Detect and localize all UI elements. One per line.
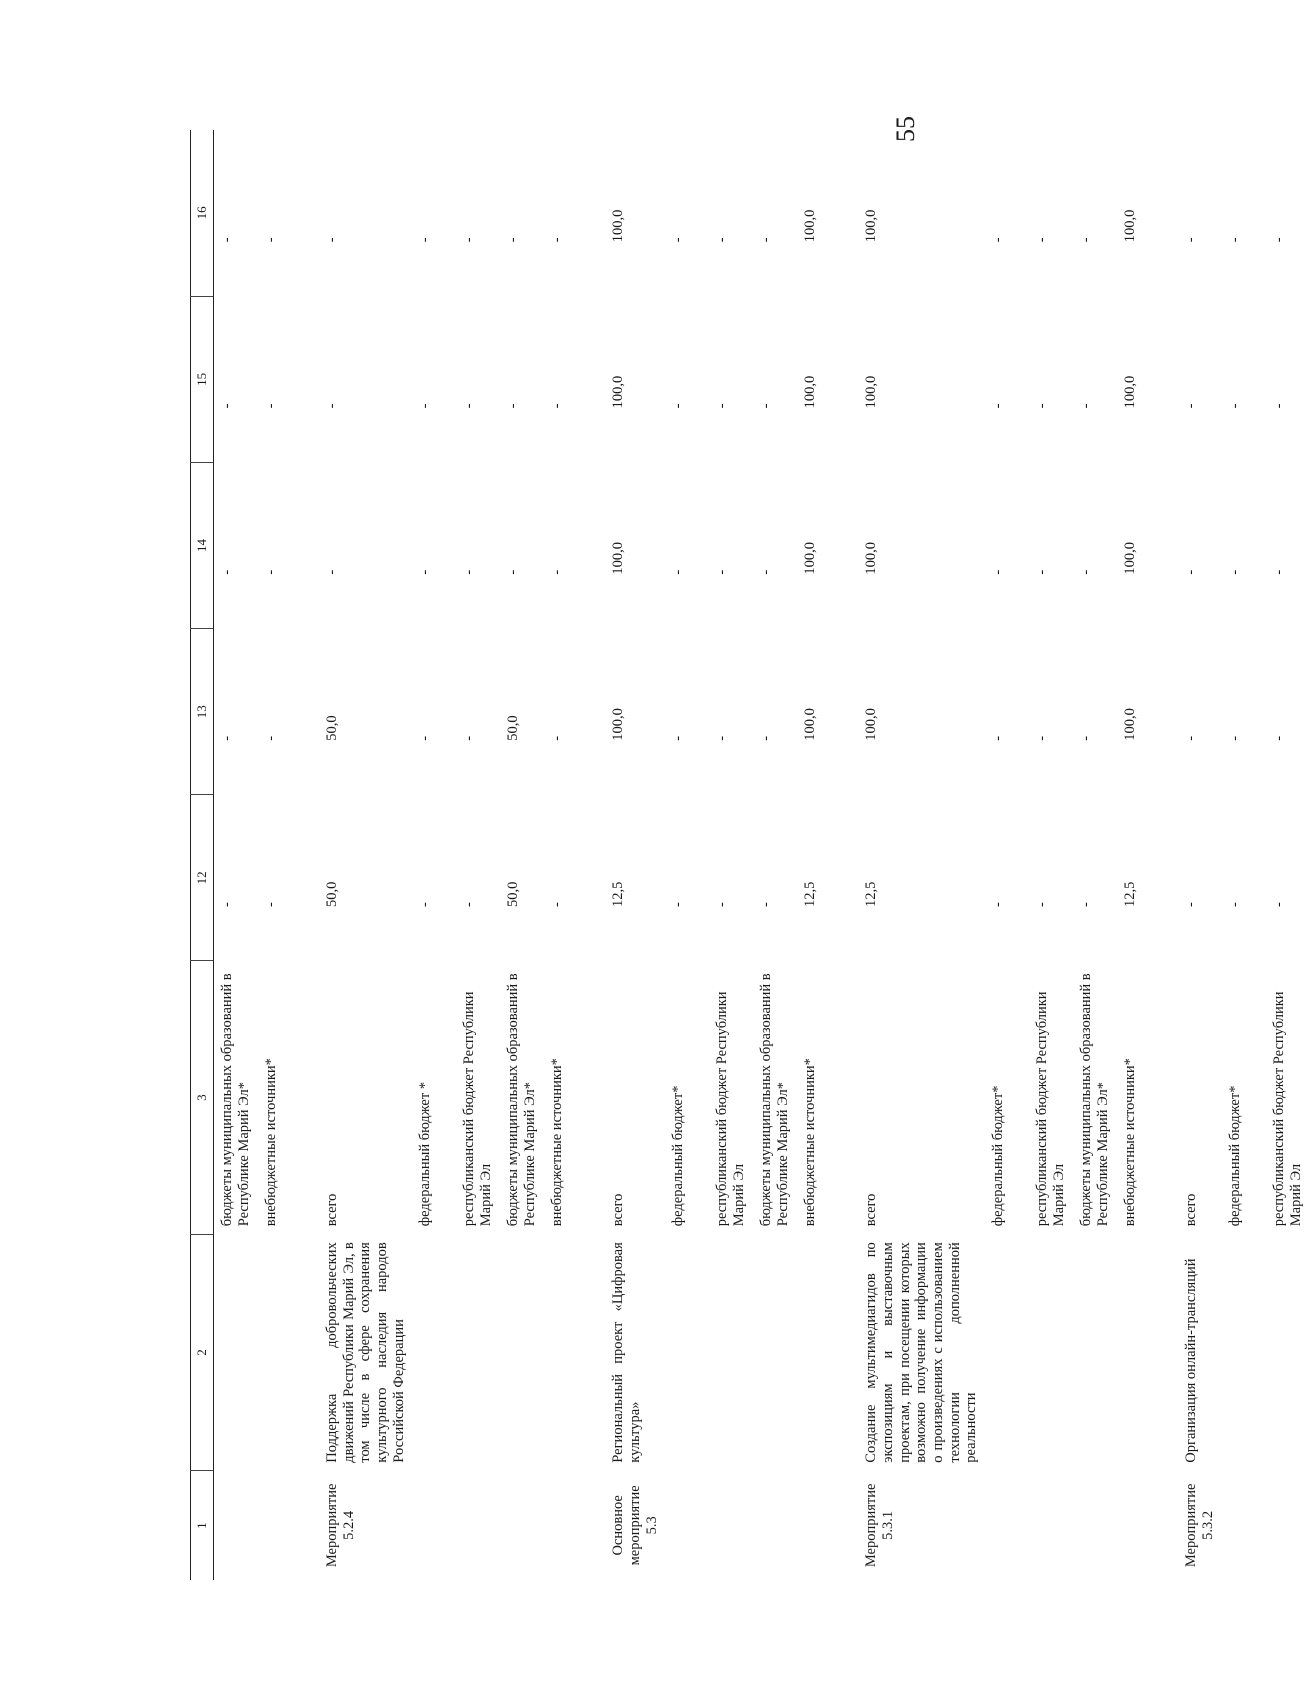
value-cell: 100,0 [802,375,819,409]
value-cell: - [263,237,279,243]
value-cell: - [549,902,566,907]
value-cell: - [417,902,434,907]
value-cell: - [670,569,687,575]
value-cell: - [714,237,731,243]
table-row [456,130,500,1580]
value-cell: - [714,403,731,409]
value-cell: - [263,902,279,907]
value-cell: - [1183,569,1200,575]
value-cell: - [714,569,731,575]
funding-source-cell: республиканский бюджет Республики Марий Эл [1271,991,1304,1227]
column-header: 1 [191,1471,214,1580]
event-code-cell: Мероприятие 5.3.1 [863,1483,897,1568]
event-name-cell [1073,1234,1117,1470]
funding-source-cell: бюджеты муниципальных образований в Республике Марий Эл* [219,973,252,1227]
page-number: 55 [891,116,920,142]
event-code-cell [456,1471,500,1580]
event-name-cell: Региональный проект «Цифровая культура» [610,1242,644,1463]
column-number-header [191,130,214,1580]
value-cell: 100,0 [610,375,627,409]
value-cell: - [1034,237,1051,243]
value-cell: - [1227,902,1244,907]
funding-source-cell: внебюджетные источники* [802,1058,819,1227]
event-name-cell [258,1234,302,1470]
value-cell: 100,0 [1122,541,1139,575]
value-cell: 50,0 [505,715,522,741]
value-cell: - [1183,902,1200,907]
table-row [500,130,544,1580]
event-name-cell [500,1234,544,1470]
value-cell: - [461,569,478,575]
event-name-cell [797,1234,841,1470]
table-row [1161,130,1222,1580]
value-cell: - [505,403,522,409]
event-code-cell [665,1471,709,1580]
funding-source-cell: бюджеты муниципальных образований в Республике Марий Эл* [1078,973,1111,1227]
table-row [841,130,985,1580]
table-row [412,130,456,1580]
value-cell: 100,0 [802,209,819,243]
value-cell: - [1183,403,1200,409]
column-header: 12 [191,795,214,961]
value-cell: - [758,569,775,575]
value-cell: - [670,237,687,243]
value-cell: - [714,735,731,741]
value-cell: - [758,902,775,907]
value-cell: 12,5 [863,881,880,907]
value-cell: - [505,569,522,575]
value-cell: 100,0 [1122,375,1139,409]
table-row [753,130,797,1580]
value-cell: - [758,403,775,409]
value-cell: - [670,902,687,907]
value-cell: - [670,735,687,741]
event-name-cell: Организация онлайн-трансляций [1183,1258,1200,1463]
value-cell: - [263,735,279,741]
value-cell: - [1271,735,1288,741]
value-cell: - [324,569,340,575]
value-cell: 12,5 [1122,881,1139,907]
value-cell: - [417,237,434,243]
value-cell: - [417,569,434,575]
table-row [1266,130,1310,1580]
event-name-cell: Создание мультимедиагидов по экспозициям и выставочным проектам, при посещении которых возможно получение информации о произведениях с использованием технологии дополненной реальности [863,1242,980,1463]
funding-source-cell: всего [324,1193,340,1227]
funding-source-cell: республиканский бюджет Республики Марий Эл [461,991,495,1227]
table-row [985,130,1029,1580]
value-cell: - [505,237,522,243]
value-cell: - [1271,569,1288,575]
event-code-cell [1117,1471,1161,1580]
value-cell: - [990,902,1007,907]
event-name-cell [985,1234,1029,1470]
table-row [1222,130,1266,1580]
table-row [1029,130,1073,1580]
value-cell: - [990,735,1007,741]
value-cell: - [758,735,775,741]
value-cell: - [219,735,235,741]
funding-source-cell: внебюджетные источники* [1122,1058,1139,1227]
value-cell: - [1034,902,1051,907]
event-code-cell: Основное мероприятие 5.3 [610,1485,660,1566]
event-code-cell [1073,1471,1117,1580]
column-header: 13 [191,629,214,795]
table-row [588,130,665,1580]
funding-source-cell: федеральный бюджет* [1227,1085,1244,1227]
value-cell: - [461,902,478,907]
value-cell: - [324,237,340,243]
value-cell: - [1078,569,1095,575]
funding-source-cell: республиканский бюджет Республики Марий Эл [714,991,748,1227]
value-cell: - [417,735,434,741]
event-name-cell [665,1234,709,1470]
event-code-cell [412,1471,456,1580]
value-cell: - [670,403,687,409]
value-cell: 100,0 [802,708,819,741]
value-cell: 12,5 [610,881,627,907]
table-row [1073,130,1117,1580]
table-row [258,130,302,1580]
value-cell: - [461,237,478,243]
event-name-cell [412,1234,456,1470]
event-name-cell [214,1234,259,1470]
value-cell: 100,0 [863,209,880,243]
event-name-cell [1266,1234,1310,1470]
value-cell: 50,0 [505,881,522,907]
rotated-page-content [190,130,1304,1580]
value-cell: - [417,403,434,409]
value-cell: - [714,902,731,907]
event-code-cell [500,1471,544,1580]
value-cell: - [1227,569,1244,575]
value-cell: - [549,569,566,575]
value-cell: - [1227,403,1244,409]
event-code-cell [544,1471,588,1580]
event-name-cell [544,1234,588,1470]
funding-source-cell: бюджеты муниципальных образований в Республике Марий Эл* [505,973,539,1227]
event-name-cell [1029,1234,1073,1470]
value-cell: 100,0 [863,541,880,575]
value-cell: - [990,569,1007,575]
funding-source-cell: федеральный бюджет* [670,1085,687,1227]
table-row [709,130,753,1580]
value-cell: 50,0 [324,881,340,907]
value-cell: 100,0 [1122,708,1139,741]
event-name-cell [753,1234,797,1470]
table-body [214,130,1310,1580]
funding-source-cell: федеральный бюджет* [990,1085,1007,1227]
funding-source-cell: федеральный бюджет * [417,1081,434,1227]
value-cell: - [1034,735,1051,741]
funding-source-cell: всего [610,1193,627,1227]
value-cell: 100,0 [610,209,627,243]
column-header: 15 [191,296,214,462]
event-code-cell [753,1471,797,1580]
value-cell: - [219,403,235,409]
value-cell: - [1227,735,1244,741]
value-cell: 100,0 [610,708,627,741]
value-cell: 100,0 [1122,209,1139,243]
value-cell: - [1271,237,1288,243]
value-cell: - [990,237,1007,243]
value-cell: - [219,569,235,575]
value-cell: - [1034,403,1051,409]
event-name-cell [456,1234,500,1470]
value-cell: 100,0 [802,541,819,575]
funding-source-cell: республиканский бюджет Республики Марий Эл [1034,991,1067,1227]
value-cell: - [990,403,1007,409]
funding-source-cell: бюджеты муниципальных образований в Республике Марий Эл* [758,973,792,1227]
value-cell: - [1271,403,1288,409]
value-cell: - [1078,403,1095,409]
value-cell: - [549,735,566,741]
table-row [1117,130,1161,1580]
value-cell: - [263,403,279,409]
event-code-cell [258,1471,302,1580]
value-cell: - [324,403,340,409]
funding-source-cell: внебюджетные источники* [549,1058,566,1227]
value-cell: - [1078,237,1095,243]
value-cell: - [1078,902,1095,907]
value-cell: 100,0 [863,708,880,741]
value-cell: - [461,735,478,741]
table-row [665,130,709,1580]
table-row [797,130,841,1580]
financing-table [190,130,1310,1580]
event-name-cell: Поддержка добровольческих движений Республики Марий Эл, в том числе в сфере сохранения культурного наследия народов Российской Федерации [324,1242,407,1463]
value-cell: - [1078,735,1095,741]
value-cell: - [263,569,279,575]
value-cell: - [1183,237,1200,243]
event-code-cell: Мероприятие 5.3.2 [1183,1483,1216,1568]
event-code-cell [1029,1471,1073,1580]
value-cell: - [758,237,775,243]
table-row [214,130,259,1580]
value-cell: - [461,403,478,409]
event-name-cell [1117,1234,1161,1470]
table-row [302,130,412,1580]
funding-source-cell: всего [863,1193,880,1227]
value-cell: 100,0 [610,541,627,575]
event-name-cell [1222,1234,1266,1470]
event-code-cell [1222,1471,1266,1580]
funding-source-cell: всего [1183,1193,1200,1227]
event-code-cell [985,1471,1029,1580]
event-name-cell [709,1234,753,1470]
value-cell: - [219,902,235,907]
column-header: 3 [191,961,214,1234]
event-code-cell [1266,1471,1310,1580]
value-cell: - [1034,569,1051,575]
value-cell: 100,0 [863,375,880,409]
value-cell: - [549,237,566,243]
value-cell: - [1183,735,1200,741]
value-cell: - [1271,902,1288,907]
value-cell: 50,0 [324,715,340,741]
column-header: 2 [191,1234,214,1470]
value-cell: - [549,403,566,409]
funding-source-cell: внебюджетные источники* [263,1058,279,1227]
value-cell: 12,5 [802,881,819,907]
value-cell: - [219,237,235,243]
event-code-cell: Мероприятие 5.2.4 [324,1483,357,1568]
value-cell: - [1227,237,1244,243]
column-header: 14 [191,462,214,628]
event-code-cell [797,1471,841,1580]
column-header: 16 [191,130,214,296]
event-code-cell [709,1471,753,1580]
event-code-cell [214,1471,259,1580]
table-row [544,130,588,1580]
